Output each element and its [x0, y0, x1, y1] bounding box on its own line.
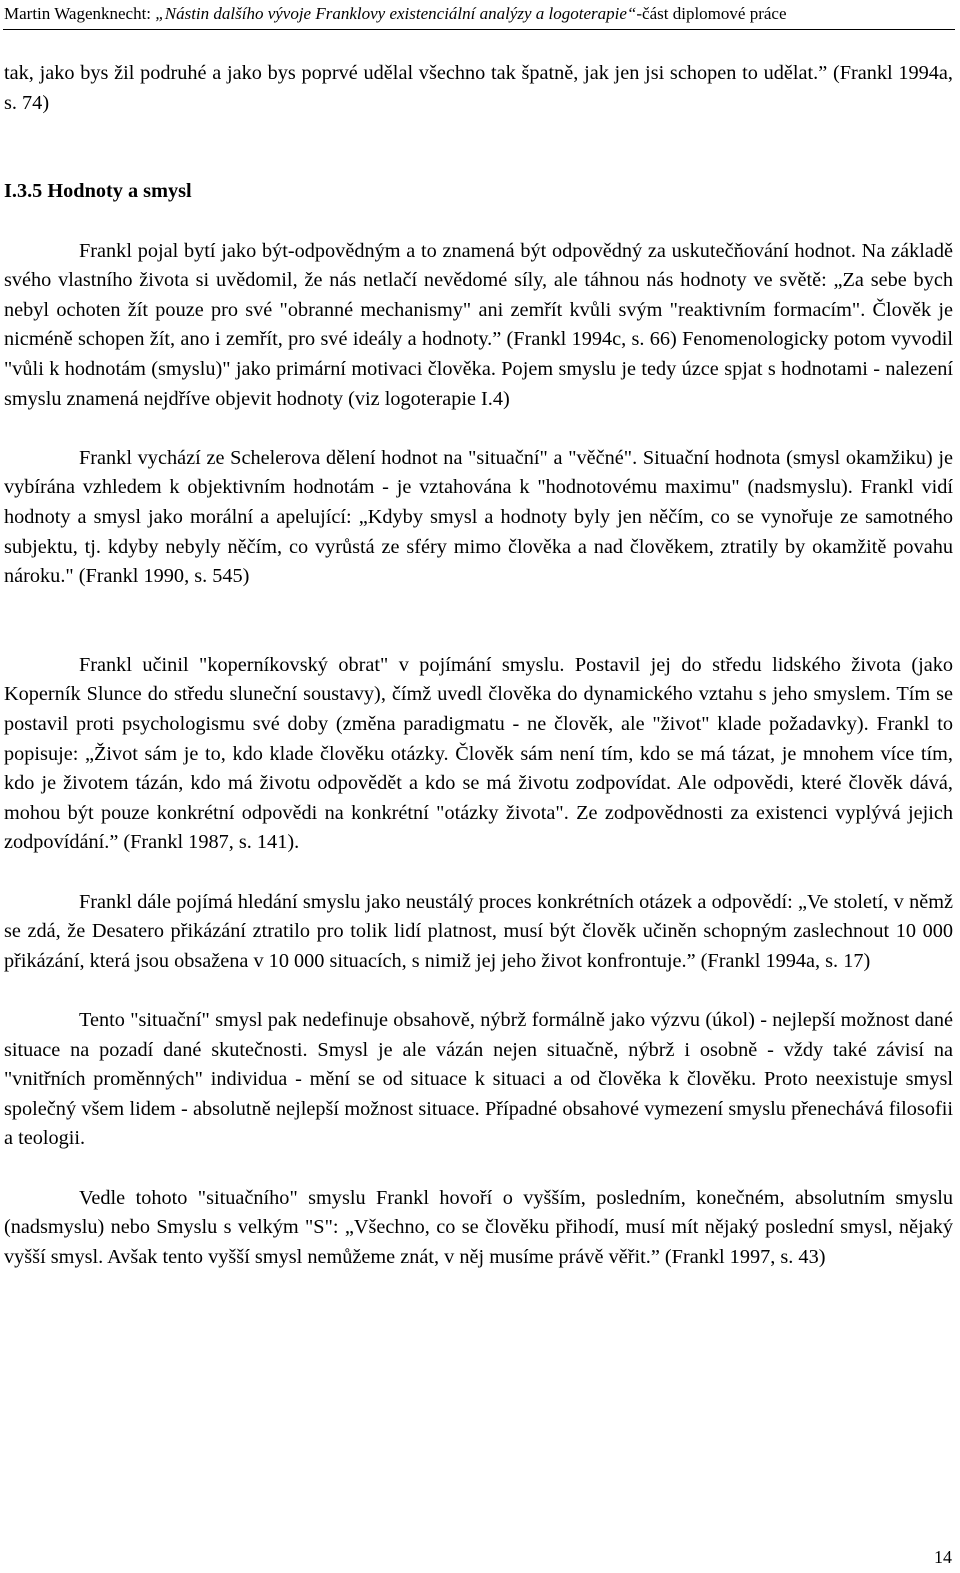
header-author: Martin Wagenknecht:: [4, 4, 156, 23]
spacer: [4, 976, 953, 1006]
paragraph: Vedle tohoto "situačního" smyslu Frankl hovoří o vyšším, posledním, konečném, absolutním smyslu (nadsmyslu) nebo Smyslu s velkým "S": „Všechno, co se člověku přihodí, musí mít nějaký poslední smysl, nějaký vyšší smysl. Avšak tento vyšší smysl nemůžeme znát, v něj musíme právě věřit.” (Frankl 1997, s. 43): [4, 1186, 953, 1268]
page-number: 14: [934, 1547, 952, 1567]
paragraph: Frankl učinil "koperníkovský obrat" v pojímání smyslu. Postavil jej do středu lidského života (jako Koperník Slunce do středu sluneční soustavy), čímž uvedl člověka do dynamického vztahu s jeho smyslem. Tím se postavil proti psychologismu své doby (změna paradigmatu - ne člověk, ale "život" klade požadavky). Frankl to popisuje: „Život sám je to, kdo klade člověku otázky. Člověk sám není tím, kdo se má tázat, je mnohem více tím, kdo je životem tázán, kdo má životu odpovědět a kdo se má životu zodpovídat. Ale odpovědi, které člověk dává, mohou být pouze konkrétní odpovědi na konkrétní "otázky života". Ze zodpovědnosti za existenci vyplývá jejich zodpovídání.” (Frankl 1987, s. 141).: [4, 653, 953, 854]
spacer: [4, 414, 953, 444]
spacer: [4, 592, 953, 651]
paragraph: Tento "situační" smysl pak nedefinuje obsahově, nýbrž formálně jako výzvu (úkol) - nejlepší možnost dané situace na pozadí dané skutečnosti. Smysl je ale vázán nejen situačně, nýbrž i osobně - vždy také závisí na "vnitřních proměnných" individua - mění se od situace k situaci a od člověka k člověku. Proto neexistuje smysl společný všem lidem - absolutně nejlepší možnost situace. Případné obsahové vymezení smyslu přenechává filosofii a teologii.: [4, 1009, 953, 1150]
paragraph: Frankl vychází ze Schelerova dělení hodnot na "situační" a "věčné". Situační hodnota (smysl okamžiku) je vybírána vzhledem k objektivním hodnotám - je vztahována k "hodnotovému maximu" (nadsmyslu). Frankl vidí hodnoty a smysl jako morální a apelující: „Kdyby smysl a hodnoty byly jen něčím, co se vynořuje ze samotného subjektu, tj. kdyby nebyly něčím, co vyrůstá ze sféry mimo člověka a nad člověkem, ztratily by okamžitě povahu nároku." (Frankl 1990, s. 545): [4, 446, 953, 588]
running-header: [4, 3, 954, 25]
paragraph: Frankl dále pojímá hledání smyslu jako neustálý proces konkrétních otázek a odpovědí: „Ve století, v němž se zdá, že Desatero přikázání ztratilo pro tolik lidí platnost, musí být člověk učiněn schopným zaslechnout 10 000 přikázání, která jsou obsažena v 10 000 situacích, s nimiž jej jeho život konfrontuje.” (Frankl 1994a, s. 17): [4, 890, 953, 972]
header-thesis-title: „Nástin dalšího vývoje Franklovy existenciální analýzy a logoterapie“: [155, 4, 637, 23]
spacer: [4, 207, 953, 237]
spacer: [4, 118, 953, 177]
page-body: [4, 59, 953, 1272]
header-suffix: -část diplomové práce: [636, 4, 787, 23]
header-divider: [3, 29, 955, 30]
paragraph-continued-quote: tak, jako bys žil podruhé a jako bys poprvé udělal všechno tak špatně, jak jen jsi schopen to udělat.” (Frankl 1994a, s. 74): [4, 62, 953, 114]
spacer: [4, 1154, 953, 1184]
section-heading: I.3.5 Hodnoty a smysl: [4, 180, 192, 203]
paragraph: Frankl pojal bytí jako být-odpovědným a to znamená být odpovědný za uskutečňování hodnot. Na základě svého vlastního života si uvědomil, že nás netlačí nevědomé síly, ale táhnou nás hodnoty ve světě: „Za sebe bych nebyl ochoten žít pouze pro své "obranné mechanismy" ani zemřít kvůli svým "reaktivním formacím". Člověk je nicméně schopen žít, ano i zemřít, pro své ideály a hodnoty.” (Frankl 1994c, s. 66) Fenomenologicky potom vyvodil "vůli k hodnotám (smyslu)" jako primární motivaci člověka. Pojem smyslu je tedy úzce spjat s hodnotami - nalezení smyslu znamená nejdříve objevit hodnoty (viz logoterapie I.4): [4, 239, 953, 410]
spacer: [4, 858, 953, 888]
